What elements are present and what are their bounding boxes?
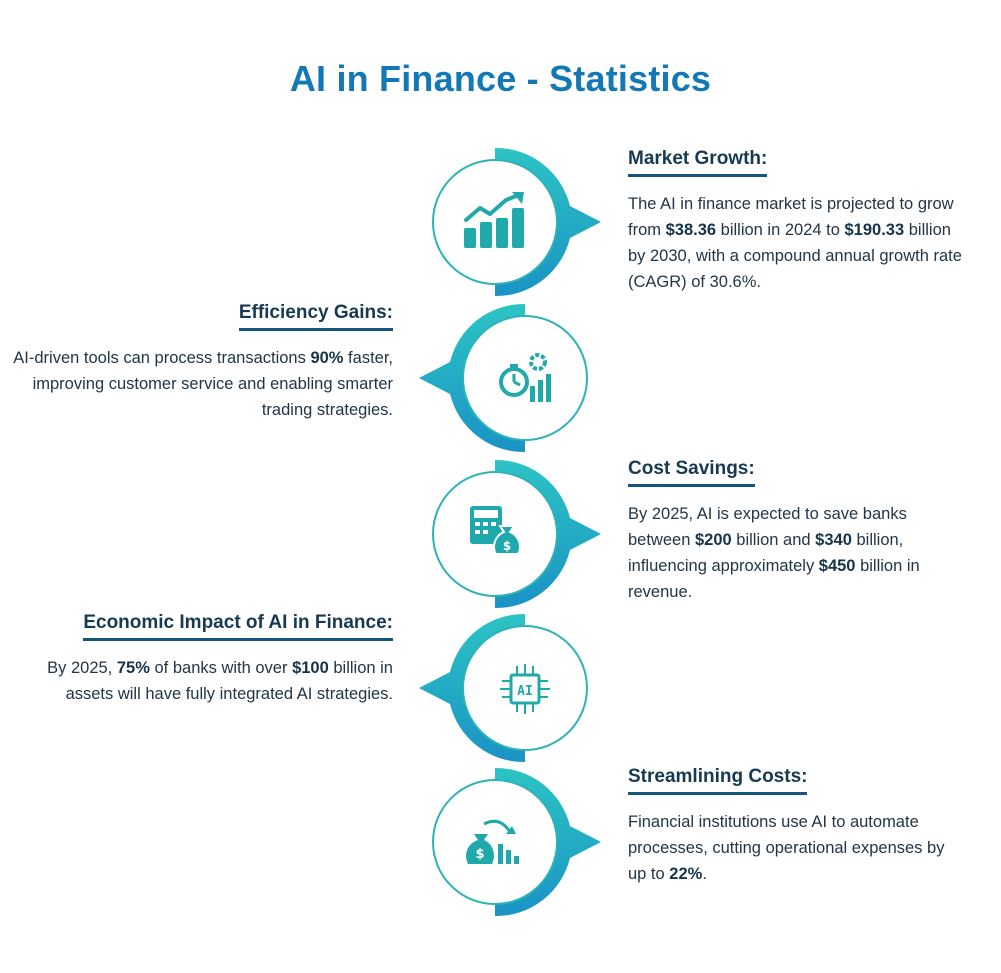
page-title: AI in Finance - Statistics: [289, 58, 712, 99]
streamlining-costs-block: [628, 766, 958, 887]
svg-text:$: $: [502, 539, 512, 553]
efficiency-gains-block: [13, 302, 393, 423]
highlight-value: $450: [818, 557, 856, 575]
highlight-value: $340: [815, 531, 852, 549]
timeline-node-3: [420, 456, 620, 616]
highlight-value: $100: [292, 659, 329, 677]
market-growth-heading: Market Growth:: [628, 148, 767, 177]
economic-impact-text: By 2025, 75% of banks with over $100 billion in assets will have fully integrated AI strategies.: [47, 659, 393, 703]
highlight-value: $190.33: [844, 221, 905, 239]
cost-savings-block: [628, 458, 968, 605]
svg-text:$: $: [475, 847, 485, 862]
timeline-node-5: [420, 764, 620, 924]
timeline-node-2: [400, 300, 600, 460]
highlight-value: 22%: [669, 865, 703, 883]
streamlining-costs-heading: Streamlining Costs:: [628, 766, 807, 795]
economic-impact-block: [33, 612, 393, 707]
efficiency-gains-heading: Efficiency Gains:: [239, 302, 393, 331]
cost-savings-heading: Cost Savings:: [628, 458, 755, 487]
cost-savings-text: By 2025, AI is expected to save banks between $200 billion and $340 billion, influencing approximately $450 billion in revenue.: [628, 505, 920, 601]
timeline-node-1: [420, 144, 620, 304]
timeline-node-4: [400, 610, 600, 770]
highlight-value: $38.36: [665, 221, 717, 239]
economic-impact-heading: Economic Impact of AI in Finance:: [83, 612, 393, 641]
highlight-value: 75%: [116, 659, 150, 677]
svg-text:AI: AI: [517, 684, 533, 699]
streamlining-costs-text: Financial institutions use AI to automate processes, cutting operational expenses by up to 22%.: [628, 813, 945, 883]
market-growth-block: [628, 148, 968, 295]
highlight-value: 90%: [310, 349, 344, 367]
highlight-value: $200: [694, 531, 732, 549]
market-growth-text: The AI in finance market is projected to grow from $38.36 billion in 2024 to $190.33 billion by 2030, with a compound annual growth rate (CAGR) of 30.6%.: [628, 195, 962, 291]
efficiency-gains-text: AI-driven tools can process transactions 90% faster, improving customer service and enabling smarter trading strategies.: [13, 349, 393, 419]
